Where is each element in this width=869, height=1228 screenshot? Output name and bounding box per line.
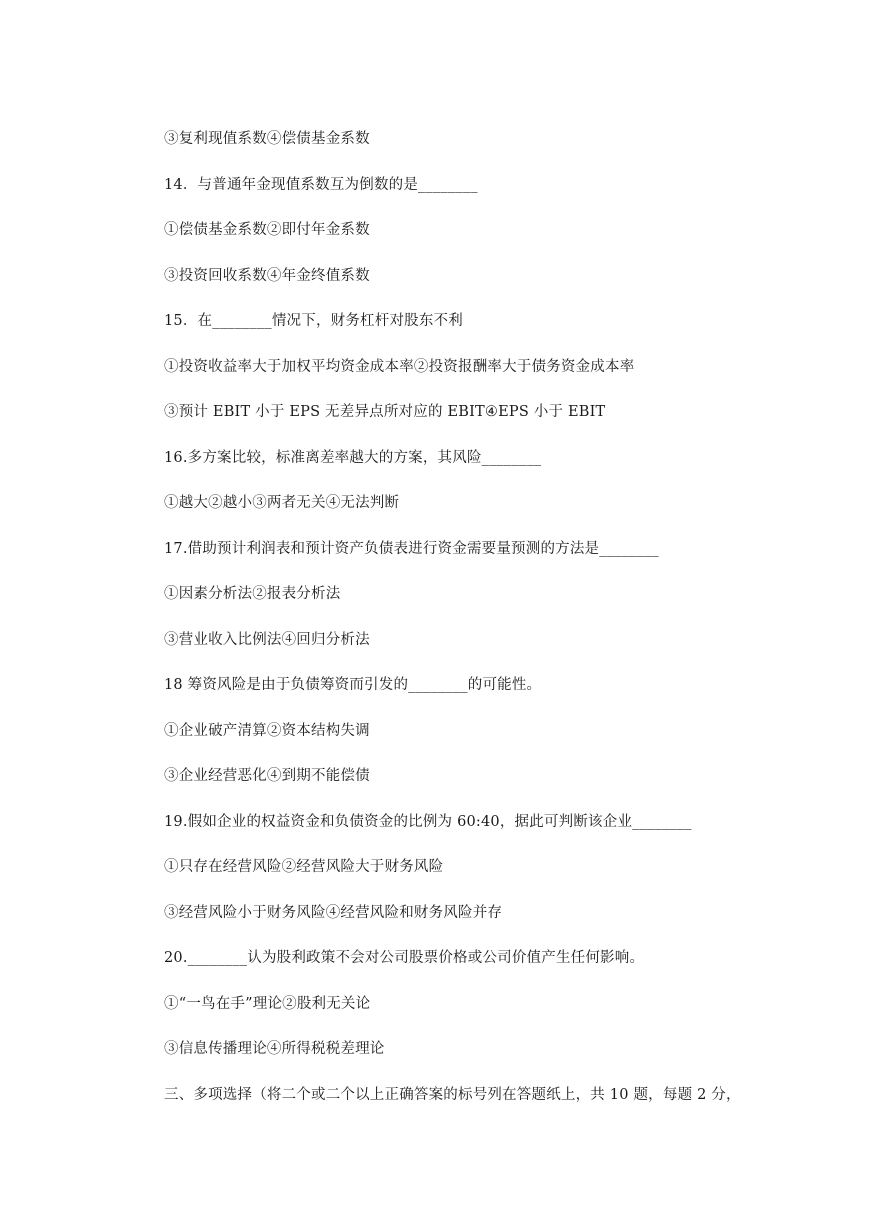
- text-line-q20-options-b: ③信息传播理论④所得税税差理论: [164, 1041, 385, 1057]
- text-line-q18: 18 筹资风险是由于负债筹资而引发的________的可能性。: [164, 677, 542, 693]
- text-line-q17-options-a: ①因素分析法②报表分析法: [164, 586, 341, 602]
- text-line-q14-options-b: ③投资回收系数④年金终值系数: [164, 268, 370, 284]
- text-line-q20: 20.________认为股利政策不会对公司股票价格或公司价值产生任何影响。: [164, 950, 645, 966]
- text-line-q20-options-a: ①“一鸟在手”理论②股利无关论: [164, 996, 371, 1012]
- text-line-q18-options-a: ①企业破产清算②资本结构失调: [164, 723, 370, 739]
- text-line-q17: 17.借助预计利润表和预计资产负债表进行资金需要量预测的方法是________: [164, 541, 659, 557]
- text-line-q14: 14．与普通年金现值系数互为倒数的是________: [164, 177, 478, 193]
- section-heading-multiple-choice: 三、多项选择（将二个或二个以上正确答案的标号列在答题纸上，共 10 题，每题 2 分，: [164, 1087, 741, 1103]
- text-line-q15-options-a: ①投资收益率大于加权平均资金成本率②投资报酬率大于债务资金成本率: [164, 359, 635, 375]
- text-line-q19-options-a: ①只存在经营风险②经营风险大于财务风险: [164, 859, 444, 875]
- text-line-q16: 16.多方案比较，标准离差率越大的方案，其风险________: [164, 450, 542, 466]
- text-line-q19: 19.假如企业的权益资金和负债资金的比例为 60:40，据此可判断该企业________: [164, 814, 692, 830]
- text-line-q19-options-b: ③经营风险小于财务风险④经营风险和财务风险并存: [164, 905, 503, 921]
- text-line-q15: 15．在________情况下，财务杠杆对股东不利: [164, 313, 463, 329]
- text-line-q18-options-b: ③企业经营恶化④到期不能偿债: [164, 768, 370, 784]
- text-line-q15-options-b: ③预计 EBIT 小于 EPS 无差异点所对应的 EBIT④EPS 小于 EBIT: [164, 404, 606, 420]
- text-line-q13-options-b: ③复利现值系数④偿债基金系数: [164, 131, 370, 147]
- text-line-q17-options-b: ③营业收入比例法④回归分析法: [164, 632, 370, 648]
- text-line-q14-options-a: ①偿债基金系数②即付年金系数: [164, 222, 370, 238]
- text-line-q16-options: ①越大②越小③两者无关④无法判断: [164, 495, 400, 511]
